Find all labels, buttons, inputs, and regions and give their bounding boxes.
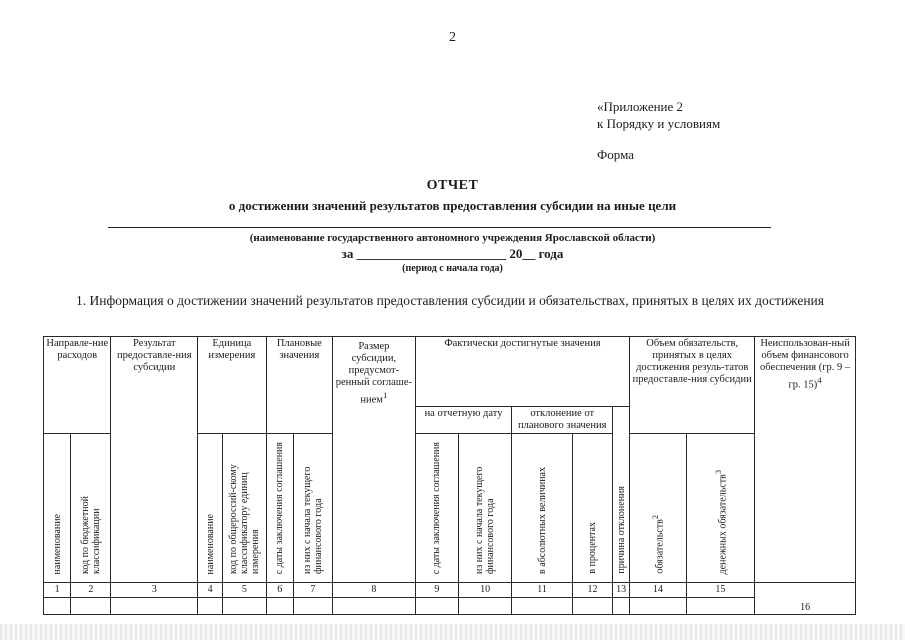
header-unit: Единица измерения <box>198 337 267 434</box>
header-obligations: Объем обязательств, принятых в целях достижения резуль-татов предоставле-ния субсидии <box>630 337 755 434</box>
subheader-deviation-abs <box>512 434 572 583</box>
appendix-line-2: к Порядку и условиям <box>597 116 721 131</box>
subheader-actual-year-text: из них с начала текущего финансового года <box>474 466 497 574</box>
col-number: 3 <box>111 583 198 598</box>
scan-edge-band <box>0 624 905 640</box>
subheader-obligations-label: обязательств <box>654 519 666 574</box>
empty-cell <box>572 598 612 615</box>
header-unused-text: Неиспользован-ный объем финансового обеспечения (гр. 9 – гр. 15) <box>760 338 851 391</box>
subheader-deviation-pct <box>572 434 612 583</box>
header-subsidy-size <box>333 337 416 583</box>
col-number: 7 <box>293 583 332 598</box>
header-subsidy-size-text: Размер субсидии, предусмот-ренный соглаше-нием <box>335 341 413 406</box>
empty-cell <box>458 598 511 615</box>
col-number: 6 <box>266 583 293 598</box>
subheader-planned-agreement <box>266 434 293 583</box>
footnote-2-mark: 2 <box>651 515 661 520</box>
subheader-unit-code-text: код по общероссий-скому классификатору единиц измерения <box>227 464 261 574</box>
col-number: 8 <box>333 583 416 598</box>
col-number: 4 <box>198 583 223 598</box>
appendix-reference <box>597 98 720 132</box>
col-number: 2 <box>71 583 111 598</box>
section-title: 1. Информация о достижении значений результатов предоставления субсидии и обязательствах, принятых в целях их достижения <box>76 293 824 308</box>
subheader-actual-agreement-text: с даты заключения соглашения <box>431 441 443 574</box>
footnote-4-mark: 4 <box>817 375 822 385</box>
subheader-actual-year <box>458 434 511 583</box>
org-name-caption: (наименование государственного автономного учреждения Ярославской области) <box>249 232 656 244</box>
empty-cell <box>333 598 416 615</box>
col-number: 11 <box>512 583 572 598</box>
header-planned: Плановые значения <box>266 337 332 434</box>
subheader-deviation-abs-text: в абсолютных величинах <box>536 467 548 574</box>
footnote-3-mark: 3 <box>713 469 723 474</box>
period-caption: (период с начала года) <box>402 263 503 274</box>
subheader-obligations <box>630 434 686 583</box>
subheader-money-obligations-label: денежных обязательств <box>717 473 729 574</box>
empty-cell <box>44 598 71 615</box>
empty-cell <box>415 598 458 615</box>
subheader-direction-name <box>44 434 71 583</box>
empty-cell <box>223 598 266 615</box>
subheader-money-obligations <box>686 434 755 583</box>
empty-cell <box>198 598 223 615</box>
subheader-actual-agreement <box>415 434 458 583</box>
column-number-row <box>44 583 856 598</box>
col-number: 5 <box>223 583 266 598</box>
org-name-line <box>108 227 771 228</box>
col-number: 13 <box>613 583 630 598</box>
empty-cell <box>686 598 755 615</box>
subheader-money-obligations-text <box>713 470 728 574</box>
col-number: 10 <box>458 583 511 598</box>
report-table <box>43 336 856 615</box>
header-actual: Фактически достигнутые значения <box>415 337 630 407</box>
subheader-deviation-pct-text: в процентах <box>586 522 598 574</box>
empty-cell <box>613 598 630 615</box>
col-number: 15 <box>686 583 755 598</box>
page-number: 2 <box>449 30 456 45</box>
empty-data-row <box>44 598 856 615</box>
subheader-unit-name <box>198 434 223 583</box>
empty-cell <box>266 598 293 615</box>
appendix-line-1: «Приложение 2 <box>597 99 684 114</box>
header-direction: Направле-ние расходов <box>44 337 111 434</box>
header-result: Результат предоставле-ния субсидии <box>111 337 198 583</box>
header-reason-text: причина отклонения <box>615 486 627 574</box>
header-unused <box>755 337 856 583</box>
empty-cell <box>512 598 572 615</box>
col-number: 14 <box>630 583 686 598</box>
form-label: Форма <box>597 147 634 162</box>
subheader-planned-year <box>293 434 332 583</box>
subheader-budget-code-text: код по бюджетной классификации <box>79 496 102 574</box>
empty-cell <box>71 598 111 615</box>
subheader-planned-agreement-text: с даты заключения соглашения <box>274 441 286 574</box>
subheader-planned-year-text: из них с начала текущего финансового года <box>301 466 324 574</box>
empty-cell <box>111 598 198 615</box>
empty-cell <box>293 598 332 615</box>
subheader-unit-code <box>223 434 266 583</box>
document-subtitle: о достижении значений результатов предоставления субсидии на иные цели <box>228 198 677 213</box>
header-deviation: отклонение от планового значения <box>512 407 613 434</box>
header-actual-date: на отчетную дату <box>415 407 512 434</box>
footnote-1-mark: 1 <box>382 390 388 400</box>
col-number: 9 <box>415 583 458 598</box>
subheader-direction-name-text: наименование <box>51 513 63 574</box>
subheader-budget-code <box>71 434 111 583</box>
subheader-unit-name-text: наименование <box>204 513 216 574</box>
col-number: 12 <box>572 583 612 598</box>
empty-cell <box>630 598 686 615</box>
header-reason <box>613 407 630 583</box>
subheader-obligations-text <box>650 515 665 574</box>
document-title: ОТЧЕТ <box>426 178 479 193</box>
period-line: за _______________________ 20__ года <box>341 246 564 261</box>
col-number: 16 <box>755 583 856 615</box>
col-number: 1 <box>44 583 71 598</box>
